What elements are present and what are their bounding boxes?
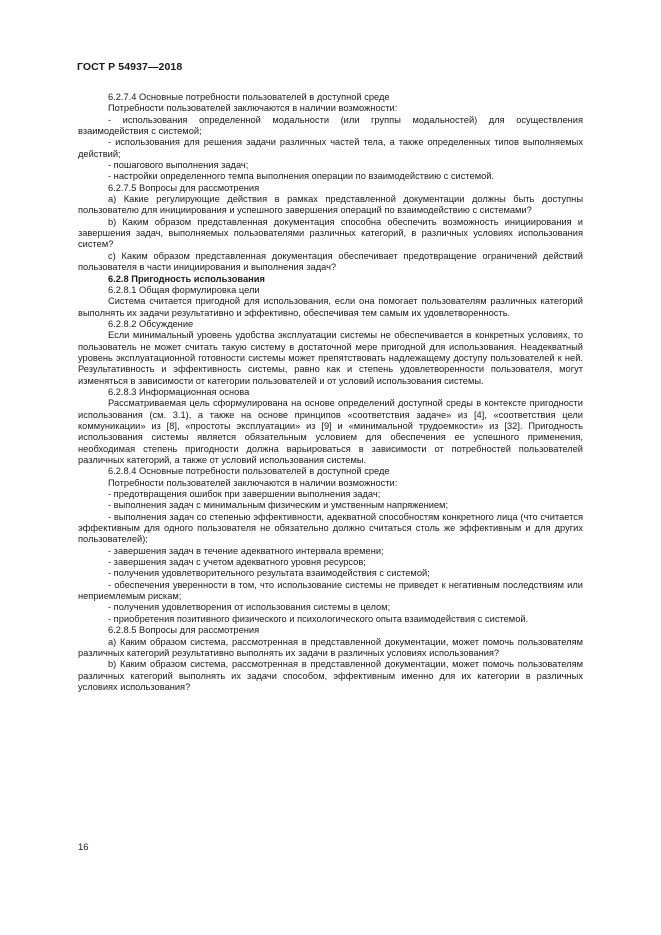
paragraph: - получения удовлетворения от использования системы в целом; [108,602,391,613]
paragraph: - получения удовлетворительного результата взаимодействия с системой; [108,568,430,579]
paragraph: - завершения задач в течение адекватного интервала времени; [108,545,384,556]
document-body [78,92,583,693]
paragraph: 6.2.8.4 Основные потребности пользователей в доступной среде [108,466,390,477]
paragraph: - настройки определенного темпа выполнения операции по взаимодействию с системой. [108,171,495,182]
paragraph: - выполнения задач со степенью эффективности, адекватной способностям конкретного лица (что считается эффективным для одного пользователя не обязательно должно считаться столь же эффективным и для других пользователей); [78,511,583,545]
paragraph: - использования для решения задачи различных частей тела, а также определенных типов выполняемых действий; [78,137,583,159]
paragraph: - использования определенной модальности (или группы модальностей) для осуществления взаимодействия с системой; [78,114,583,137]
paragraph: 6.2.8.3 Информационная основа [108,386,250,397]
paragraph: Потребности пользователей заключаются в наличии возможности: [108,477,398,488]
paragraph: 6.2.7.5 Вопросы для рассмотрения [108,182,260,193]
paragraph: - завершения задач с учетом адекватного уровня ресурсов; [108,557,366,568]
paragraph: - пошагового выполнения задач; [108,160,249,171]
paragraph: - выполнения задач с минимальным физическим и умственным напряжением; [108,500,449,511]
paragraph: c) Каким образом представленная документация обеспечивает предотвращение ограничений действий пользователя в части инициирования и выполнения задач? [78,250,583,273]
page-number: 16 [78,842,89,853]
document-code: ГОСТ Р 54937—2018 [77,61,183,73]
section-heading: 6.2.8 Пригодность использования [108,273,265,284]
paragraph: b) Каким образом представленная документация способна обеспечить возможность инициирования и завершения задач, выполняемых пользователями различных категорий, в различных условиях использования систем? [78,216,583,250]
paragraph: Рассматриваемая цель сформулирована на основе определений доступной среды в контексте пригодности использования (см. 3.1), а также на основе принципов «соответствия задаче» из [4], «соответствия цели коммуникации» из [8], «простоты эксплуатации» из [9] и «минимальной трудоемкости» из [32]. Пригодность использования системы является обязательным условием для обеспечения ее успешного применения, необходимая степень пригодности должна варьироваться в зависимости от потребностей пользователей различных категорий, а также от условий использования системы. [78,398,583,465]
paragraph: - предотвращения ошибок при завершении выполнения задач; [108,489,381,500]
paragraph: 6.2.8.1 Общая формулировка цели [108,284,260,295]
paragraph: Если минимальный уровень удобства эксплуатации системы не обеспечивается в конкретных условиях, то пользователь не может считать такую систему в достаточной мере пригодной для использования. Неадекватный уровень эксплуатационной готовности системы может препятствовать надлежащему доступу пользователей к ней. Результативность и эффективность системы, равно как и степень удовлетворенности пользователя, могут изменяться в зависимости от категории пользователей и от условий использования системы. [78,330,583,386]
paragraph: Потребности пользователей заключаются в наличии возможности: [108,103,398,114]
paragraph: 6.2.7.4 Основные потребности пользователей в доступной среде [108,92,390,102]
paragraph: - приобретения позитивного физического и психологического опыта взаимодействия с системой. [108,613,529,624]
paragraph: a) Каким образом система, рассмотренная в представленной документации, может помочь пользователям различных категорий результативно выполнять их задачи в различных условиях использования? [78,636,583,658]
paragraph: a) Какие регулирующие действия в рамках представленной документации должны быть доступны пользователю для инициирования и успешного завершения операций по взаимодействию с системами? [78,194,583,216]
paragraph: b) Каким образом система, рассмотренная в представленной документации, может помочь пользователям различных категорий выполнять их задачи способом, эффективным именно для их категории в различных условиях использования? [78,659,583,692]
paragraph: 6.2.8.2 Обсуждение [108,318,194,329]
paragraph: - обеспечения уверенности в том, что использование системы не приведет к негативным последствиям или неприемлемым рискам; [78,579,583,602]
paragraph: 6.2.8.5 Вопросы для рассмотрения [108,625,260,636]
paragraph: Система считается пригодной для использования, если она помогает пользователям различных категорий выполнять их задачи результативно и эффективно, обеспечивая тем самым их удовлетворенность. [78,296,583,318]
